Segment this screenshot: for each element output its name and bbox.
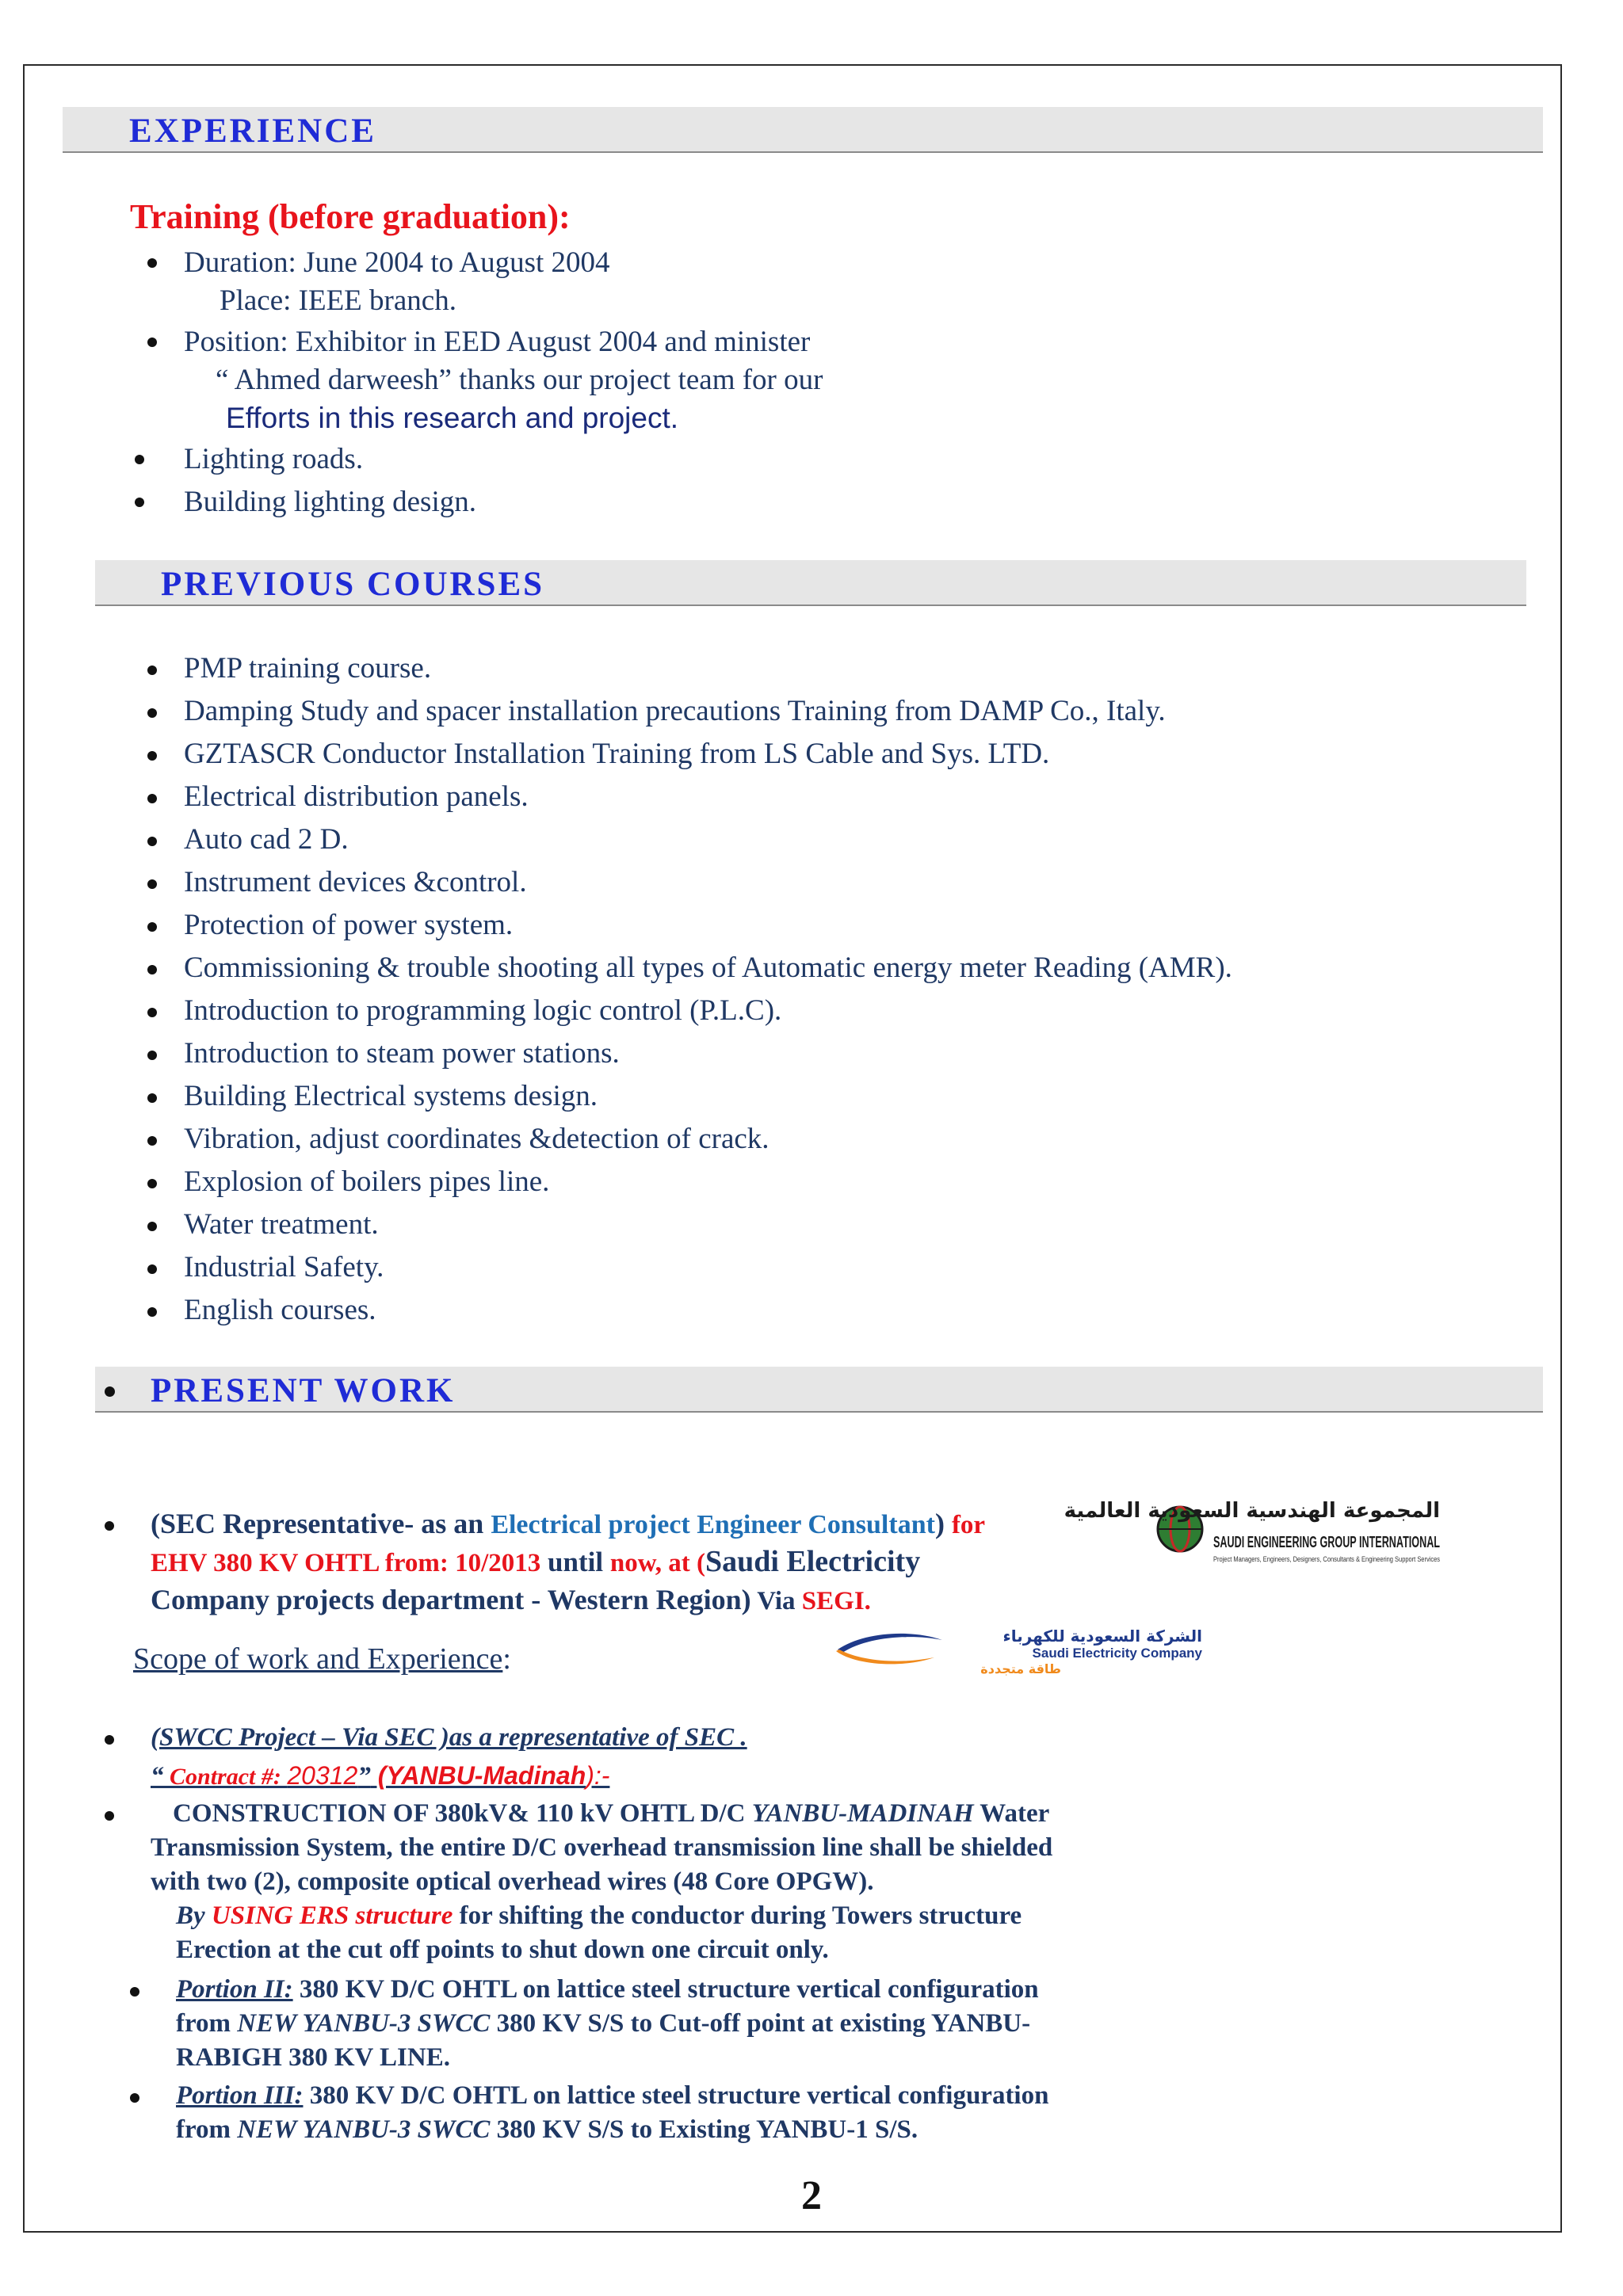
bullet-icon — [147, 1264, 157, 1274]
bullet-icon — [147, 338, 157, 347]
bullet-icon — [147, 1136, 157, 1146]
portion2-from: from — [176, 2009, 238, 2038]
bullet-icon — [147, 1008, 157, 1017]
bullet-icon — [147, 258, 157, 268]
course-item: Introduction to steam power stations. — [184, 1037, 620, 1070]
role-department: Company projects department - Western Region) — [151, 1584, 751, 1615]
course-item: English courses. — [184, 1294, 376, 1326]
portion3-line-2 — [176, 2113, 918, 2147]
construction-text: Water — [973, 1799, 1050, 1828]
segi-arabic-name: المجموعة الهندسية السعودية العالمية — [1064, 1499, 1440, 1523]
portion2-text: 380 KV D/C OHTL on lattice steel structure vertical configuration — [292, 1975, 1039, 2004]
present-work-header-band — [95, 1367, 1543, 1413]
courses-heading: PREVIOUS COURSES — [161, 566, 545, 603]
construction-line-1 — [173, 1797, 1049, 1831]
training-title: Training (before graduation): — [130, 197, 571, 236]
sec-arabic-name: الشركة السعودية للكهرباء — [1002, 1627, 1202, 1646]
segi-logo — [1064, 1493, 1442, 1573]
contract-label: Contract #: — [163, 1764, 288, 1790]
bullet-icon — [147, 708, 157, 718]
segi-tagline: Project Managers, Engineers, Designers, Consultants & Engineering Support Services — [1213, 1555, 1441, 1563]
quote-open: “ — [151, 1762, 164, 1791]
portion2-site: NEW YANBU-3 SWCC — [237, 2009, 491, 2038]
training-position: Position: Exhibitor in EED August 2004 and minister — [184, 326, 811, 358]
role-company: Saudi Electricity — [705, 1545, 921, 1578]
portion2-line-1 — [176, 1973, 1039, 2007]
bullet-icon — [147, 1051, 157, 1060]
bullet-icon — [147, 751, 157, 761]
construction-ers: USING ERS structure — [211, 1901, 453, 1930]
courses-header-band — [95, 560, 1526, 606]
portion2-label: Portion II: — [176, 1975, 293, 2004]
course-item: Introduction to programming logic control (P.L.C). — [184, 994, 782, 1027]
page-number: 2 — [801, 2173, 822, 2218]
construction-route: YANBU-MADINAH — [751, 1799, 974, 1828]
sec-tagline: طاقة متجددة — [980, 1661, 1061, 1676]
role-now: now, at ( — [609, 1549, 705, 1577]
construction-line-2: Transmission System, the entire D/C overhead transmission line shall be shielded — [151, 1833, 1053, 1862]
training-item-building-lighting: Building lighting design. — [184, 486, 476, 518]
role-text: ) — [934, 1508, 952, 1539]
course-item: Protection of power system. — [184, 909, 514, 941]
experience-header-band — [63, 107, 1543, 153]
quote-close: ” — [357, 1762, 371, 1791]
bullet-icon — [147, 837, 157, 846]
construction-line-3: with two (2), composite optical overhead wires (48 Core OPGW). — [151, 1867, 874, 1896]
scope-colon: : — [502, 1642, 511, 1676]
sec-english-name: Saudi Electricity Company — [1032, 1646, 1202, 1661]
contract-location: (YANBU-Madinah — [370, 1761, 586, 1790]
role-line-1 — [151, 1507, 985, 1543]
bullet-icon — [147, 1307, 157, 1317]
portion3-label: Portion III: — [176, 2081, 304, 2110]
bullet-icon — [135, 455, 144, 464]
experience-heading: EXPERIENCE — [129, 113, 376, 150]
portion2-line-3: RABIGH 380 KV LINE. — [176, 2043, 450, 2072]
bullet-icon — [105, 1521, 114, 1531]
bullet-icon — [147, 922, 157, 932]
role-text: (SEC Representative- as an — [151, 1508, 491, 1539]
course-item: Industrial Safety. — [184, 1251, 384, 1283]
role-line-3 — [151, 1583, 871, 1619]
bullet-icon — [147, 1179, 157, 1188]
construction-line-4 — [176, 1899, 1022, 1933]
role-title: Electrical project Engineer Consultant — [491, 1510, 935, 1539]
portion3-text: 380 KV S/S to Existing YANBU-1 S/S. — [490, 2115, 918, 2144]
course-item: Vibration, adjust coordinates &detection of crack. — [184, 1123, 769, 1155]
segi-english-name: SAUDI ENGINEERING GROUP INTERNATIONAL — [1213, 1534, 1440, 1551]
bullet-icon — [147, 879, 157, 889]
construction-line-5: Erection at the cut off points to shut down one circuit only. — [176, 1936, 829, 1964]
role-via: Via — [750, 1587, 802, 1615]
course-item: Building Electrical systems design. — [184, 1080, 598, 1112]
contract-number: 20312 — [287, 1761, 358, 1790]
bullet-icon — [147, 1093, 157, 1103]
contract-line — [151, 1759, 609, 1794]
bullet-icon — [147, 794, 157, 803]
course-item: GZTASCR Conductor Installation Training from LS Cable and Sys. LTD. — [184, 738, 1050, 770]
role-for: for — [951, 1511, 986, 1539]
training-item-lighting-roads: Lighting roads. — [184, 443, 364, 475]
course-item: Commissioning & trouble shooting all types of Automatic energy meter Reading (AMR). — [184, 952, 1232, 984]
portion2-text: 380 KV S/S to Cut-off point at existing YANBU- — [490, 2009, 1031, 2038]
bullet-icon — [105, 1386, 115, 1397]
role-period: EHV 380 KV OHTL from: 10/2013 — [151, 1549, 541, 1577]
course-item: Explosion of boilers pipes line. — [184, 1165, 550, 1198]
course-item: Instrument devices &control. — [184, 866, 527, 898]
training-position-line2: “ Ahmed darweesh” thanks our project team for our — [216, 364, 823, 396]
bullet-icon — [135, 498, 144, 507]
portion2-line-2 — [176, 2007, 1030, 2041]
portion3-line-1 — [176, 2079, 1048, 2113]
construction-text: for shifting the conductor during Towers structure — [453, 1901, 1022, 1930]
role-text: until — [540, 1547, 610, 1577]
bullet-icon — [130, 1987, 139, 1997]
portion3-site: NEW YANBU-3 SWCC — [237, 2115, 491, 2144]
present-work-heading: PRESENT WORK — [151, 1372, 456, 1409]
project-line: (SWCC Project – Via SEC )as a representative of SEC . — [151, 1723, 747, 1752]
scope-label-text: Scope of work and Experience — [133, 1642, 503, 1676]
course-item: PMP training course. — [184, 652, 432, 685]
role-line-2 — [151, 1545, 920, 1581]
role-segi: SEGI. — [801, 1587, 871, 1615]
portion3-text: 380 KV D/C OHTL on lattice steel structure vertical configuration — [303, 2081, 1049, 2110]
bullet-icon — [105, 1735, 114, 1745]
contract-tail: ):- — [586, 1761, 610, 1790]
training-duration: Duration: June 2004 to August 2004 — [184, 246, 610, 279]
bullet-icon — [105, 1811, 114, 1821]
portion3-from: from — [176, 2115, 238, 2144]
bullet-icon — [130, 2093, 139, 2103]
construction-by: By — [176, 1901, 212, 1930]
course-item: Water treatment. — [184, 1208, 379, 1241]
course-item: Damping Study and spacer installation precautions Training from DAMP Co., Italy. — [184, 695, 1166, 727]
bullet-icon — [147, 1222, 157, 1231]
bullet-icon — [147, 965, 157, 974]
construction-text: CONSTRUCTION OF 380kV& 110 kV OHTL D/C — [173, 1799, 752, 1828]
scope-label — [133, 1642, 511, 1676]
bullet-icon — [147, 666, 157, 675]
sec-logo — [831, 1626, 1204, 1675]
course-item: Auto cad 2 D. — [184, 823, 349, 856]
training-place: Place: IEEE branch. — [220, 284, 456, 317]
training-position-line3: Efforts in this research and project. — [226, 402, 679, 434]
course-item: Electrical distribution panels. — [184, 780, 529, 813]
